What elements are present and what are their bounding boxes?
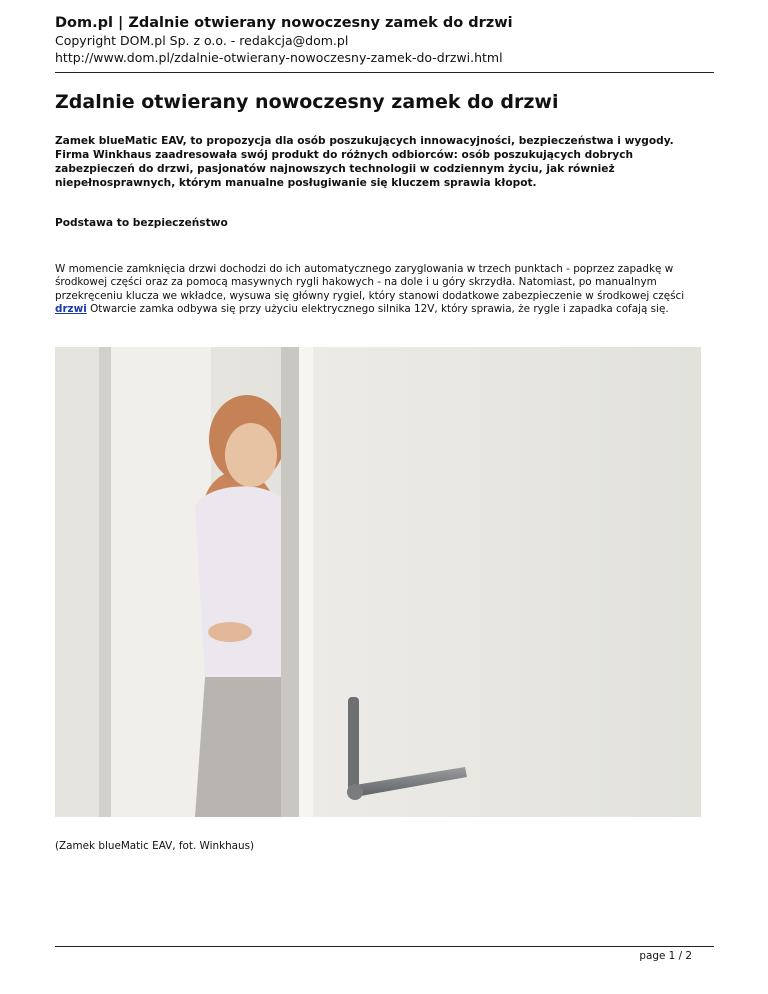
- body-text-after-link: Otwarcie zamka odbywa się przy użyciu elektrycznego silnika 12V, który sprawia, że rygle i zapadka cofają się.: [86, 303, 669, 316]
- page-number: page 1 / 2: [639, 950, 692, 962]
- section-subheading: Podstawa to bezpieczeństwo: [55, 217, 228, 229]
- body-text-before-link: W momencie zamknięcia drzwi dochodzi do ich automatycznego zaryglowania w trzech punktach - poprzez zapadkę w środkowej części oraz za pomocą masywnych rygli hakowych - na dole i u góry skrzydła. Natomiast, po manualnym przekręceniu klucza we wkładce, wysuwa się główny rygiel, który stanowi dodatkowe zabezpieczenie w środkowej części: [55, 263, 685, 302]
- header-copyright: Copyright DOM.pl Sp. z o.o. - redakcja@dom.pl: [55, 33, 349, 48]
- article-lead: Zamek blueMatic EAV, to propozycja dla osób poszukujących innowacyjności, bezpieczeństwa i wygody. Firma Winkhaus zaadresowała swój produkt do różnych odbiorców: osób poszukujących dobrych zabezpieczeń do drzwi, pasjonatów najnowszych technologii w codziennym życiu, jak również niepełnosprawnych, którym manualne posługiwanie się kluczem sprawia kłopot.: [55, 135, 674, 189]
- footer-divider: [55, 946, 714, 947]
- door-lock-photo: [55, 347, 701, 817]
- photo-caption: (Zamek blueMatic EAV, fot. Winkhaus): [55, 840, 255, 852]
- article-photo: [55, 347, 701, 817]
- header-title: Dom.pl | Zdalnie otwierany nowoczesny zamek do drzwi: [55, 15, 513, 31]
- article-body: [55, 263, 715, 317]
- header-divider: [55, 72, 714, 73]
- document-header: [55, 14, 714, 73]
- header-url[interactable]: http://www.dom.pl/zdalnie-otwierany-nowoczesny-zamek-do-drzwi.html: [55, 50, 503, 65]
- doors-link[interactable]: drzwi: [55, 303, 87, 316]
- article-title: Zdalnie otwierany nowoczesny zamek do drzwi: [55, 91, 559, 113]
